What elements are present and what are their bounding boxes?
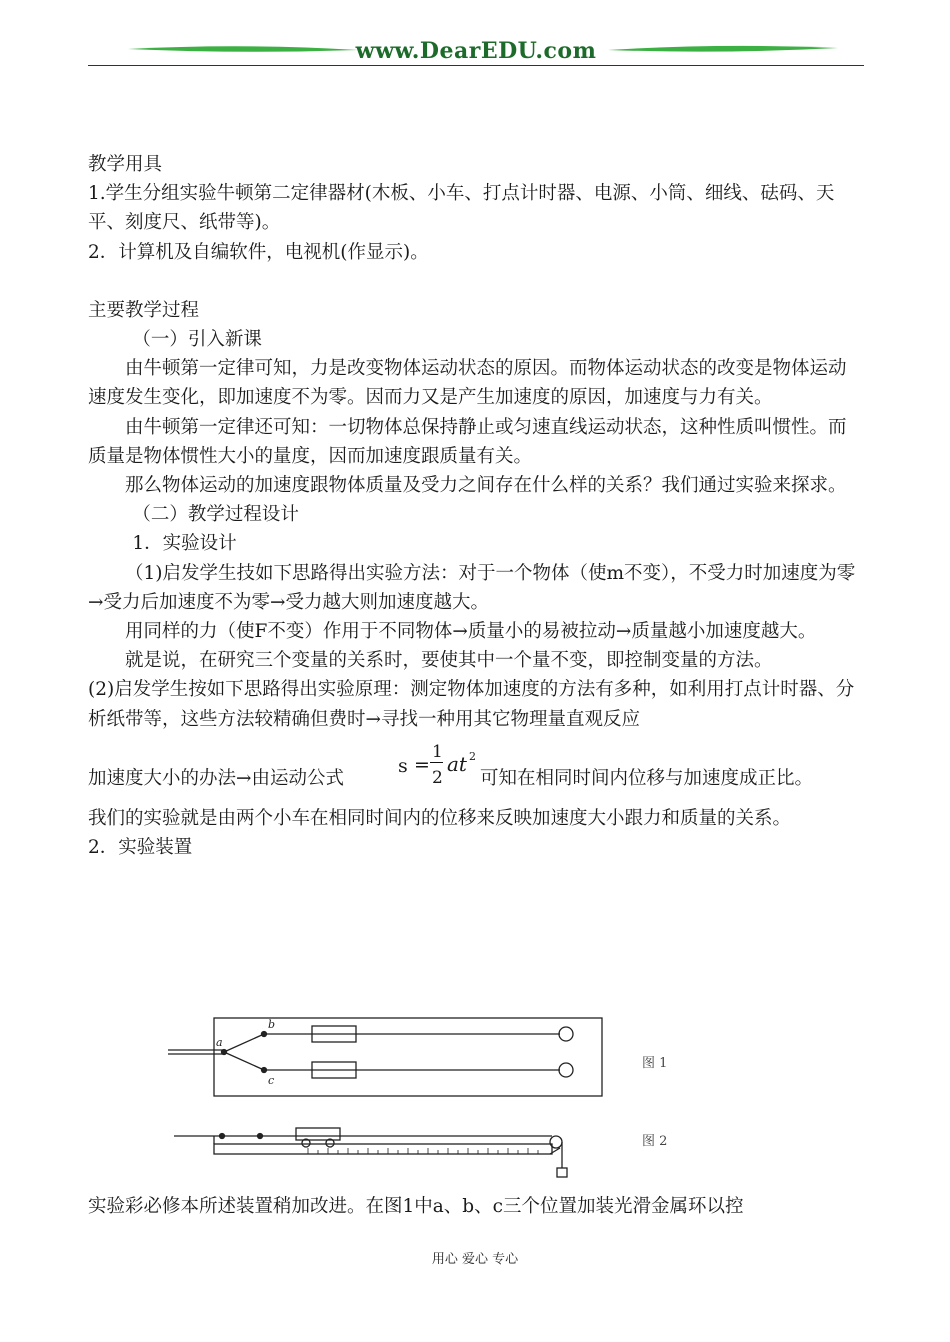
tools-item-1: 1.学生分组实验牛顿第二定律器材(木板、小车、打点计时器、电源、小筒、细线、砝码、天平、刻度尺、纸带等)。 bbox=[88, 183, 835, 234]
formula-denominator: 2 bbox=[432, 767, 443, 788]
intro-paragraph-1: 由牛顿第一定律可知，力是改变物体运动状态的原因。而物体运动状态的改变是物体运动速度发生变化，即加速度不为零。因而力又是产生加速度的原因，加速度与力有关。 bbox=[88, 358, 847, 409]
design-paragraph-1: （1)启发学生技如下思路得出实验方法：对于一个物体（使m不变），不受力时加速度为零→受力后加速度不为零→受力越大则加速度越大。 bbox=[88, 562, 856, 613]
label-a: a bbox=[216, 1036, 223, 1049]
figure-1-label: 图 1 bbox=[642, 1056, 668, 1071]
design-paragraph-4: (2)启发学生按如下思路得出实验原理：测定物体加速度的方法有多种，如利用打点计时器、分析纸带等，这些方法较精确但费时→寻找一种用其它物理量直观反应 bbox=[88, 679, 855, 730]
process-title: 主要教学过程 bbox=[88, 299, 200, 321]
formula-rhs: at bbox=[447, 751, 467, 776]
apparatus-figure bbox=[168, 1012, 688, 1190]
ruler-ticks bbox=[308, 1148, 538, 1154]
formula-equals: = bbox=[414, 753, 430, 776]
last-paragraph-line: 实验彩必修本所述装置稍加改进。在图1中a、b、c三个位置加装光滑金属环以控 bbox=[88, 1196, 744, 1217]
intro-heading: （一）引入新课 bbox=[132, 329, 262, 351]
apparatus-diagram bbox=[168, 1012, 688, 1190]
label-c: c bbox=[268, 1074, 275, 1087]
site-logo: www.DearEDU.com bbox=[355, 38, 597, 64]
formula-lhs: s bbox=[398, 754, 408, 777]
formula-prefix-text: 加速度大小的办法→由运动公式 bbox=[88, 767, 345, 789]
header-rule bbox=[88, 65, 864, 66]
design-paragraph-3: 就是说，在研究三个变量的关系时，要使其中一个量不变，即控制变量的方法。 bbox=[125, 650, 773, 672]
tools-item-2: 2．计算机及自编软件，电视机(作显示)。 bbox=[88, 241, 429, 263]
apparatus-heading: 2．实验装置 bbox=[88, 837, 193, 859]
intro-paragraph-3: 那么物体运动的加速度跟物体质量及受力之间存在什么样的关系？我们通过实验来探求。 bbox=[125, 475, 847, 497]
tools-title: 教学用具 bbox=[88, 154, 163, 175]
fraction-bar bbox=[430, 762, 443, 763]
formula-suffix-text: 可知在相同时间内位移与加速度成正比。 bbox=[480, 767, 814, 789]
design-heading: （二）教学过程设计 bbox=[132, 504, 299, 526]
design-paragraph-5: 我们的实验就是由两个小车在相同时间内的位移来反映加速度大小跟力和质量的关系。 bbox=[88, 807, 792, 829]
page-header bbox=[88, 30, 864, 70]
intro-paragraph-2: 由牛顿第一定律还可知：一切物体总保持静止或匀速直线运动状态，这种性质叫惯性。而质量是物体惯性大小的量度，因而加速度跟质量有关。 bbox=[88, 416, 847, 467]
label-b: b bbox=[268, 1018, 276, 1031]
motion-formula bbox=[392, 738, 478, 796]
document-body bbox=[88, 150, 864, 862]
formula-line bbox=[88, 738, 864, 798]
figure-2-label: 图 2 bbox=[642, 1134, 668, 1149]
design-paragraph-2: 用同样的力（使F不变）作用于不同物体→质量小的易被拉动→质量越小加速度越大。 bbox=[125, 621, 817, 643]
design-subheading-1: 1．实验设计 bbox=[132, 533, 237, 555]
formula-exponent: 2 bbox=[469, 749, 476, 763]
formula-numerator: 1 bbox=[432, 741, 443, 762]
page-footer: 用心 爱心 专心 bbox=[431, 1252, 519, 1267]
figure-1-top-view bbox=[168, 1018, 602, 1096]
